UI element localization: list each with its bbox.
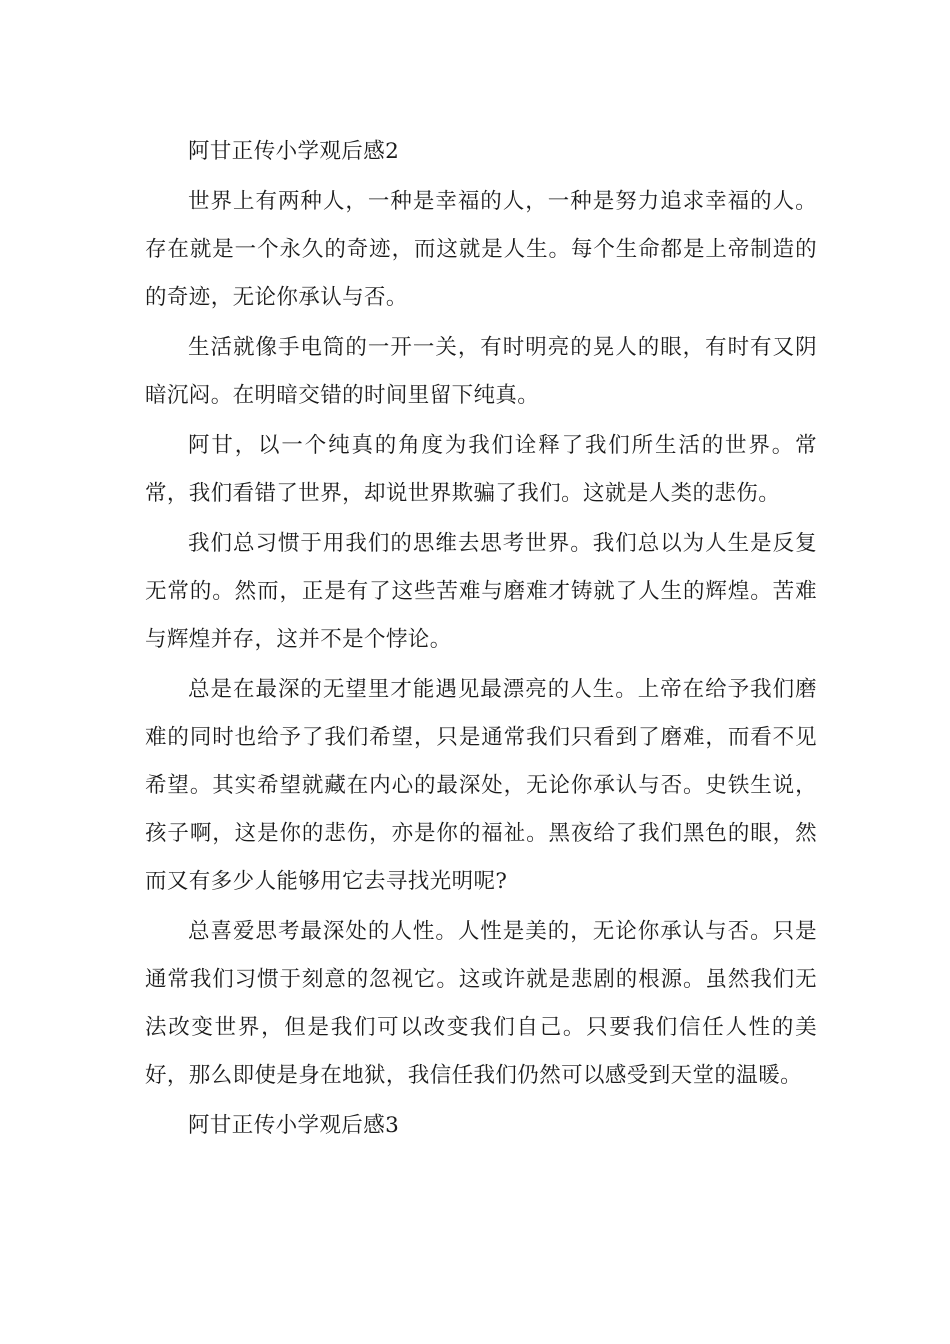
paragraph-2: 生活就像手电筒的一开一关，有时明亮的晃人的眼，有时有又阴暗沉闷。在明暗交错的时间里留下纯真。 [145, 335, 817, 408]
section-heading-3: 阿甘正传小学观后感3 [188, 1113, 400, 1138]
document-body [145, 128, 817, 1152]
paragraph-3: 阿甘，以一个纯真的角度为我们诠释了我们所生活的世界。常常，我们看错了世界，却说世界欺骗了我们。这就是人类的悲伤。 [145, 433, 817, 506]
section-heading-2: 阿甘正传小学观后感2 [188, 139, 400, 164]
paragraph-5: 总是在最深的无望里才能遇见最漂亮的人生。上帝在给予我们磨难的同时也给予了我们希望，只是通常我们只看到了磨难，而看不见希望。其实希望就藏在内心的最深处，无论你承认与否。史铁生说，孩子啊，这是你的悲伤，亦是你的福祉。黑夜给了我们黑色的眼，然而又有多少人能够用它去寻找光明呢? [145, 677, 817, 894]
paragraph-4: 我们总习惯于用我们的思维去思考世界。我们总以为人生是反复无常的。然而，正是有了这些苦难与磨难才铸就了人生的辉煌。苦难与辉煌并存，这并不是个悖论。 [145, 531, 817, 652]
paragraph-1: 世界上有两种人，一种是幸福的人，一种是努力追求幸福的人。存在就是一个永久的奇迹，而这就是人生。每个生命都是上帝制造的的奇迹，无论你承认与否。 [145, 189, 817, 310]
paragraph-6: 总喜爱思考最深处的人性。人性是美的，无论你承认与否。只是通常我们习惯于刻意的忽视它。这或许就是悲剧的根源。虽然我们无法改变世界，但是我们可以改变我们自己。只要我们信任人性的美好，那么即使是身在地狱，我信任我们仍然可以感受到天堂的温暖。 [145, 919, 817, 1088]
